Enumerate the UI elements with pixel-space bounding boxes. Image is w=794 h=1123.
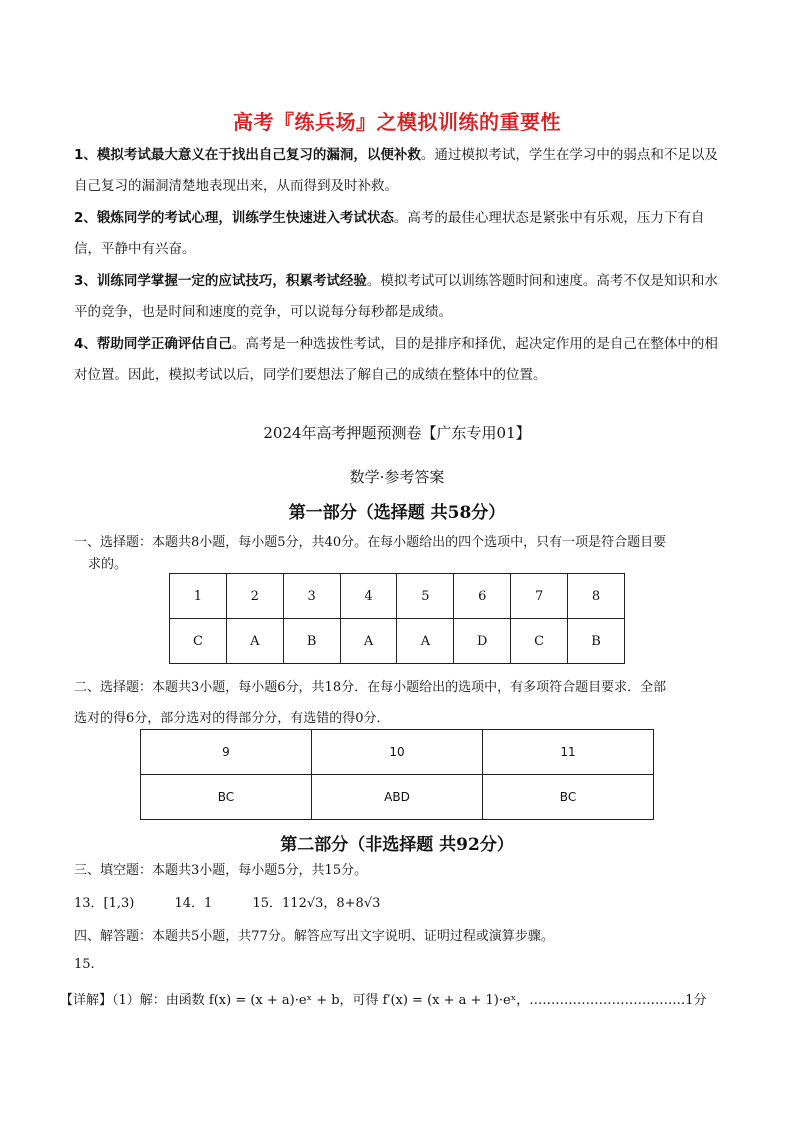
table2-answer-cell: BC: [483, 775, 654, 820]
table1-number-cell: 5: [397, 574, 454, 619]
table1-number-cell: 7: [511, 574, 568, 619]
intro-4-bold: 4、帮助同学正确评估自己: [74, 336, 232, 352]
table2-answer-row: [141, 775, 654, 820]
intro-paragraph-1: [74, 140, 726, 202]
section1-line2: 求的。: [88, 557, 128, 572]
answer-14: 14．1: [174, 896, 213, 911]
answer-15: 15．112√3，8+8√3: [252, 896, 381, 911]
intro-paragraph-3: [74, 266, 726, 328]
table1-answer-cell: A: [397, 619, 454, 664]
answer-title: 数学·参考答案: [349, 468, 445, 486]
table1-answer-cell: D: [454, 619, 511, 664]
intro-1-bold: 1、模拟考试最大意义在于找出自己复习的漏洞，以便补救: [74, 147, 421, 163]
table1-number-cell: 8: [568, 574, 625, 619]
intro-paragraph-4: [74, 329, 726, 391]
answer-table-2: [140, 729, 654, 820]
intro-2-bold: 2、锻炼同学的考试心理，训练学生快速进入考试状态: [74, 210, 394, 226]
section2-instructions: [74, 672, 726, 734]
table1-answer-cell: C: [511, 619, 568, 664]
intro-3-bold: 3、训练同学掌握一定的应试技巧，积累考试经验: [74, 273, 367, 289]
intro-4-text: 。高考是一种选拔性考试，目的是排序和择优，起决定作用的是自己在整体中的相对位置。因此，模拟考试以后，同学们要想法了解自己的成绩在整体中的位置。: [74, 336, 718, 383]
solution-score: 1分: [685, 993, 707, 1008]
exam-title: 2024年高考押题预测卷【广东专用01】: [263, 424, 531, 442]
part1-title: 第一部分（选择题 共58分）: [288, 503, 506, 523]
table1-answer-row: [170, 619, 625, 664]
solution-dots: ………………………………: [529, 993, 686, 1008]
table2-answer-cell: BC: [141, 775, 312, 820]
table2-number-cell: 9: [141, 730, 312, 775]
table1-number-cell: 3: [283, 574, 340, 619]
intro-2-text: 。高考的最佳心理状态是紧张中有乐观，压力下有自信，平静中有兴奋。: [74, 210, 705, 257]
question-15-label: 15.: [74, 957, 95, 972]
part2-title: 第二部分（非选择题 共92分）: [280, 835, 514, 855]
section4-instructions: 四、解答题：本题共5小题，共77分。解答应写出文字说明、证明过程或演算步骤。: [74, 929, 554, 944]
section1-line1: 一、选择题：本题共8小题，每小题5分，共40分。在每小题给出的四个选项中，只有一项是符合题目要: [74, 535, 667, 550]
table2-answer-cell: ABD: [311, 775, 482, 820]
table1-answer-cell: A: [340, 619, 397, 664]
answer-13: 13．[1,3): [74, 896, 135, 911]
table1-number-cell: 4: [340, 574, 397, 619]
intro-3-text: 。模拟考试可以训练答题时间和速度。高考不仅是知识和水平的竞争，也是时间和速度的竞争，可以说每分每秒都是成绩。: [74, 273, 718, 320]
table1-number-cell: 6: [454, 574, 511, 619]
solution-detail-line: [60, 990, 730, 1012]
table1-number-row: [170, 574, 625, 619]
page-heading: 高考『练兵场』之模拟训练的重要性: [233, 110, 561, 134]
section1-instructions: [74, 532, 726, 576]
intro-paragraph-2: [74, 203, 726, 265]
section2-line2: 选对的得6分，部分选对的得部分分，有选错的得0分．: [74, 711, 390, 726]
table2-number-row: [141, 730, 654, 775]
solution-text: 【详解】（1）解：由函数 f(x) = (x + a)·eˣ + b，可得 f′(x) = (x + a + 1)·eˣ，: [60, 993, 530, 1008]
table1-number-cell: 1: [170, 574, 227, 619]
fill-in-answers: [74, 893, 726, 915]
section2-line1: 二、选择题：本题共3小题，每小题6分，共18分．在每小题给出的选项中，有多项符合题目要求．全部: [74, 680, 667, 695]
table1-answer-cell: C: [170, 619, 227, 664]
table1-answer-cell: B: [283, 619, 340, 664]
intro-1-text: 。通过模拟考试，学生在学习中的弱点和不足以及自己复习的漏洞清楚地表现出来，从而得到及时补救。: [74, 147, 718, 194]
table2-number-cell: 11: [483, 730, 654, 775]
section3-instructions: 三、填空题：本题共3小题，每小题5分，共15分。: [74, 863, 368, 878]
table2-number-cell: 10: [311, 730, 482, 775]
answer-table-1: [169, 573, 625, 664]
table1-answer-cell: B: [568, 619, 625, 664]
table1-answer-cell: A: [226, 619, 283, 664]
table1-number-cell: 2: [226, 574, 283, 619]
